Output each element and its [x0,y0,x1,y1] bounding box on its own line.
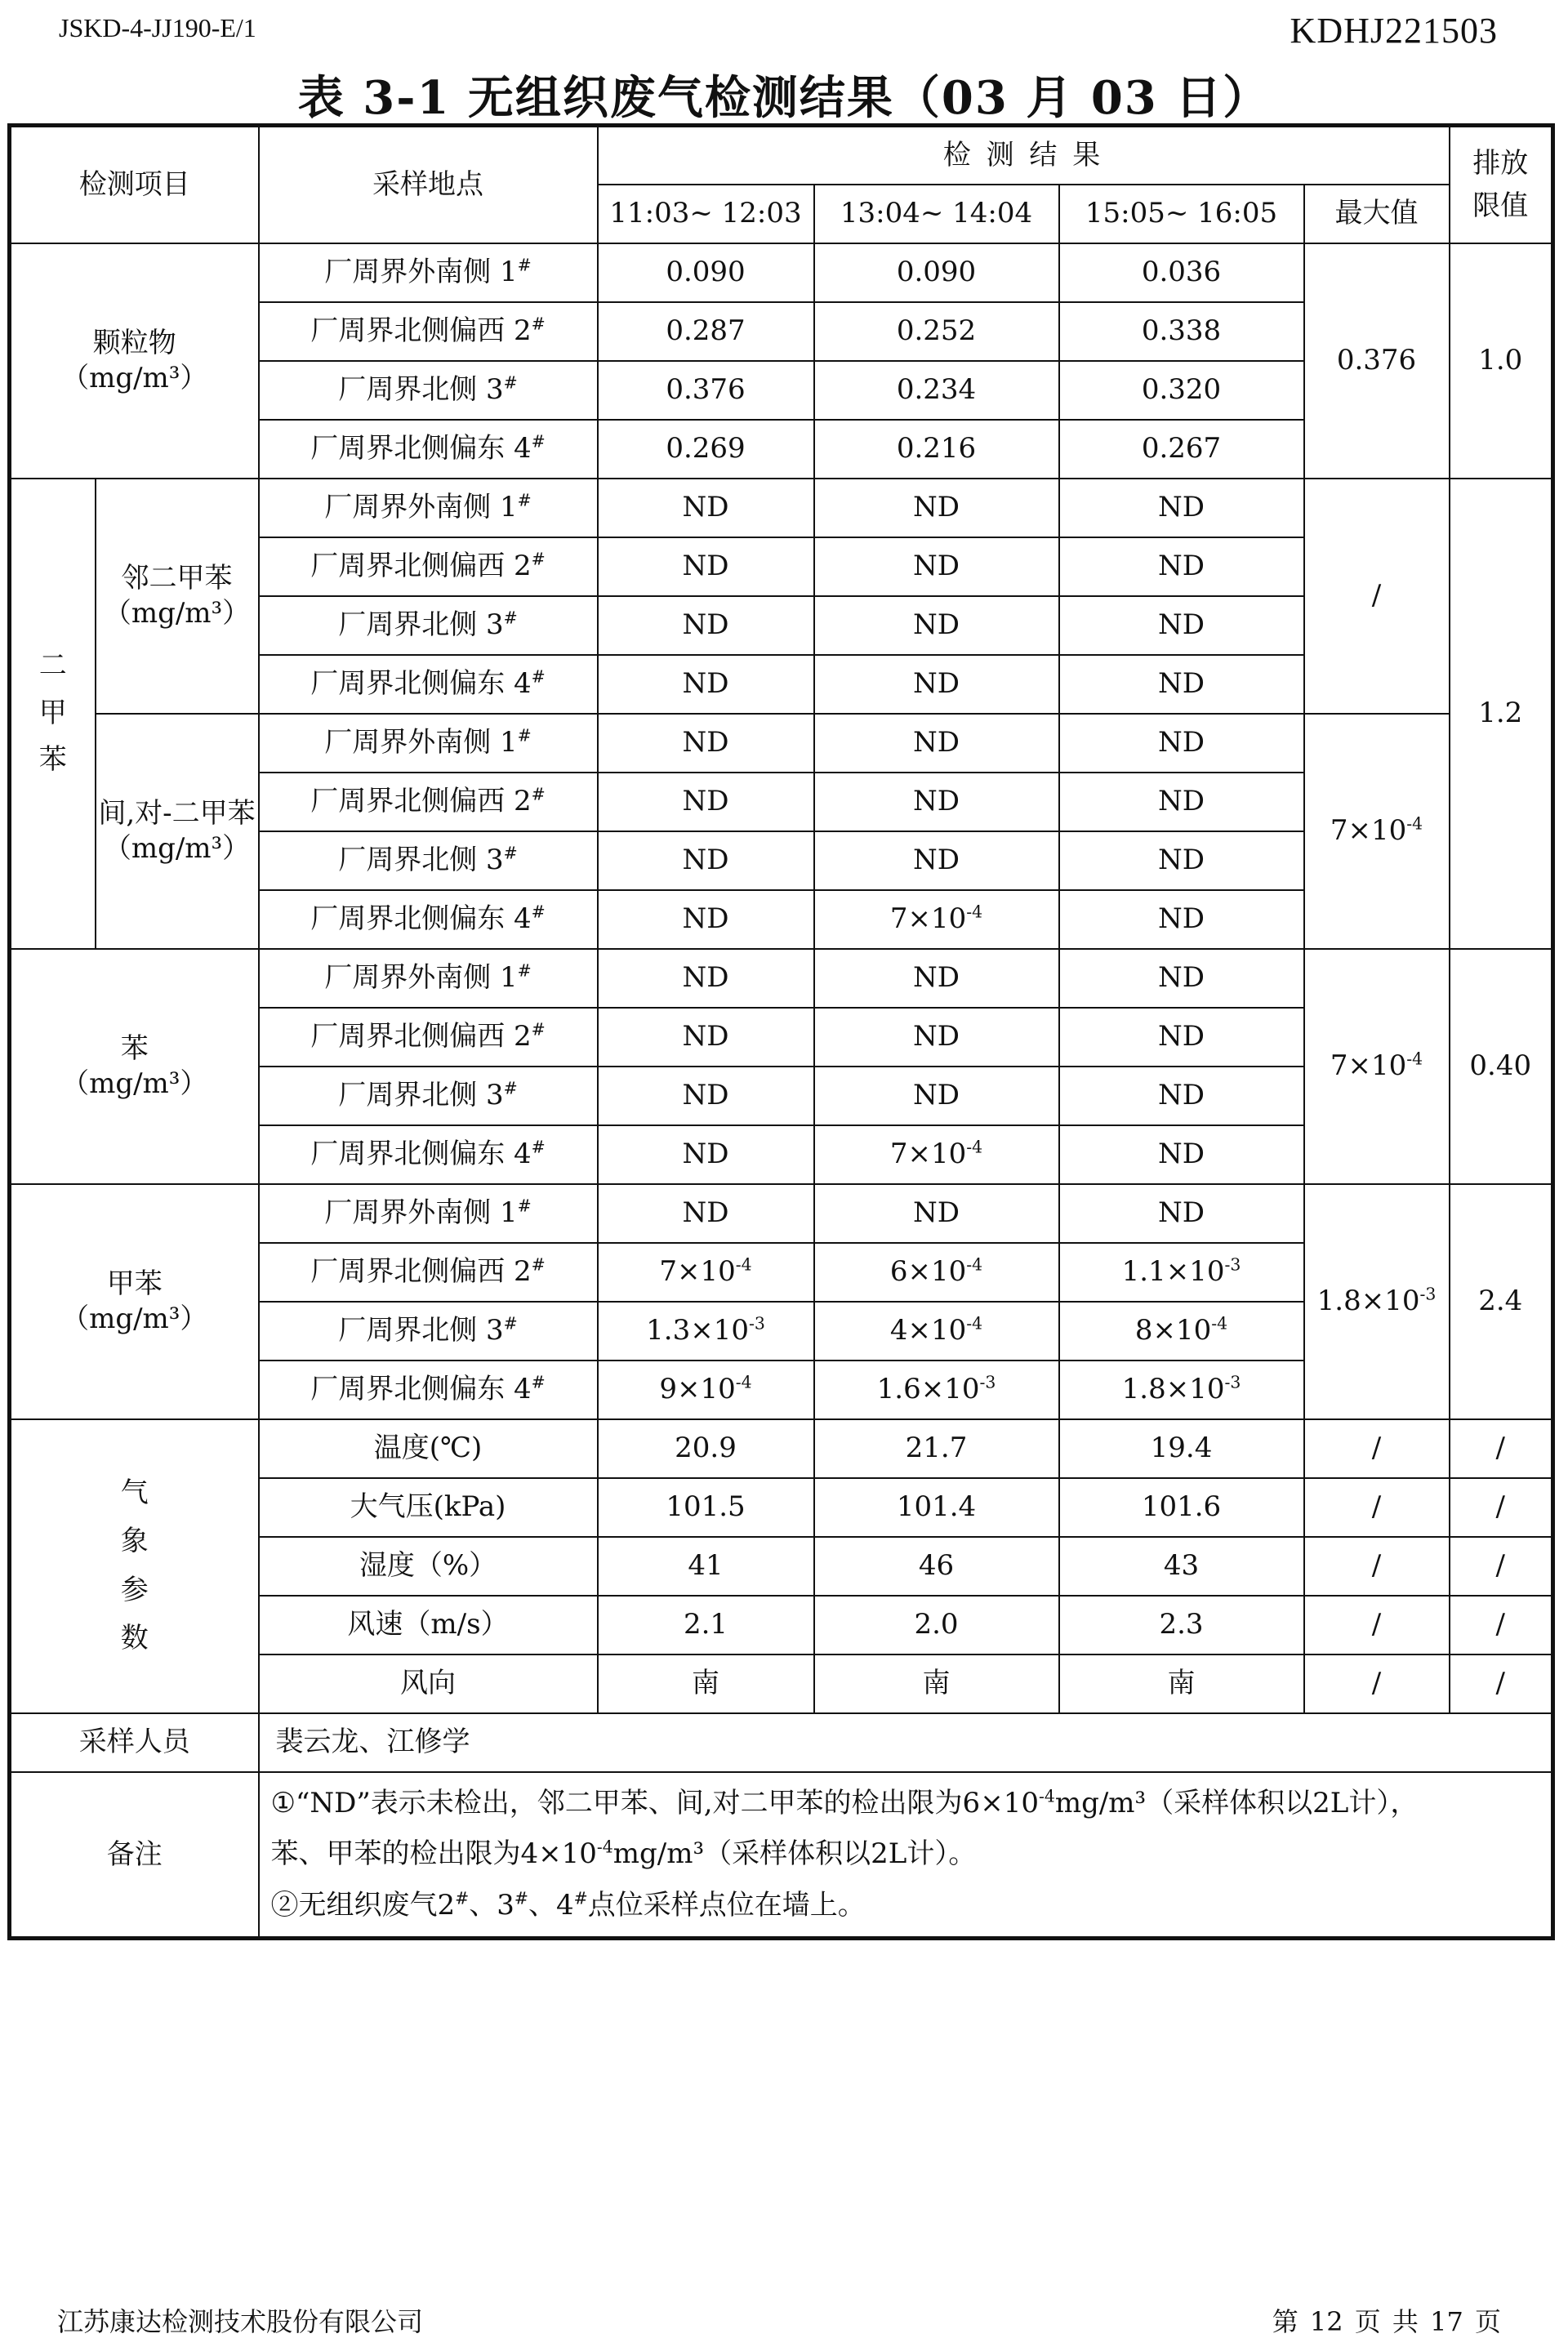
result-value: $1.6\times 10^{-3}$ [814,1361,1059,1419]
location-mark: # [531,431,546,452]
max-value: / [1304,1478,1450,1537]
result-value: ND [598,831,814,890]
sampling-location [259,361,598,420]
location-name: 厂周界北侧偏东 4 [310,667,532,701]
location-name: 厂周界北侧 3 [338,608,504,642]
location-mark: # [531,549,546,569]
sampling-location [259,537,598,596]
pollutant-name: 邻二甲苯 [121,562,233,595]
remark-line: 苯、甲苯的检出限为$4\times 10^{-4}mg/m^3$（采样体积以2L计）。 [270,1837,977,1871]
limit-value: / [1450,1537,1553,1596]
exponent: -4 [1406,813,1423,834]
samplers-label: 采样人员 [10,1713,259,1772]
result-value: ND [1059,596,1304,655]
sampling-location [259,1008,598,1067]
result-value: ND [814,479,1059,537]
max-value: / [1304,1654,1450,1713]
exponent: -4 [1211,1313,1228,1334]
weather-value: 2.0 [814,1596,1059,1654]
sampling-location [259,1067,598,1125]
header-limit-label: 排放限值 [1472,146,1529,223]
footer-page: 第 12 页 共 17 页 [1272,2306,1501,2337]
footer-company: 江苏康达检测技术股份有限公司 [57,2306,424,2337]
table-row [10,1184,1553,1243]
location-mark: # [531,1137,546,1157]
location-mark: # [531,1372,546,1392]
result-value: ND [814,714,1059,773]
exponent: -3 [979,1372,996,1392]
exponent: -4 [735,1254,752,1275]
header-location: 采样地点 [259,126,598,243]
location-mark: # [531,1019,546,1040]
location-mark: # [503,1078,518,1098]
location-mark: # [531,784,546,804]
weather-value: 21.7 [814,1419,1059,1478]
exponent: -4 [966,1137,983,1157]
pollutant-label [96,714,259,949]
result-value: 0.216 [814,420,1059,479]
weather-value: 46 [814,1537,1059,1596]
sampling-location [259,302,598,361]
weather-value: 101.6 [1059,1478,1304,1537]
table-row [10,714,1553,773]
result-value: ND [814,1008,1059,1067]
result-value: 0.090 [598,243,814,302]
exponent: -4 [735,1372,752,1392]
remarks-label: 备注 [10,1772,259,1939]
location-mark: # [503,372,518,393]
max-value: / [1304,1419,1450,1478]
table-row [10,479,1553,537]
table-row [10,1713,1553,1772]
result-value: ND [598,479,814,537]
location-name: 厂周界北侧 3 [338,1314,504,1347]
result-value: $6\times 10^{-4}$ [814,1243,1059,1302]
location-mark: # [517,960,532,981]
weather-value: 41 [598,1537,814,1596]
header-time-1: 11:03~ 12:03 [598,185,814,243]
location-mark: # [531,902,546,922]
location-name: 厂周界北侧偏西 2 [310,785,532,818]
weather-param: 风速（m/s） [259,1596,598,1654]
weather-value: 南 [814,1654,1059,1713]
result-value: 0.287 [598,302,814,361]
location-mark: # [503,1313,518,1334]
result-value: ND [598,596,814,655]
exponent: -4 [1406,1049,1423,1069]
sampling-location [259,1184,598,1243]
result-value: ND [598,1184,814,1243]
location-name: 厂周界外南侧 1 [324,256,518,289]
sampling-location [259,420,598,479]
result-value: ND [1059,773,1304,831]
max-value: $7\times 10^{-4}$ [1304,714,1450,949]
location-name: 厂周界北侧偏东 4 [310,1373,532,1406]
location-mark: # [531,666,546,687]
location-name: 厂周界北侧偏西 2 [310,550,532,583]
sampling-location [259,714,598,773]
exponent: -3 [1224,1254,1241,1275]
table-row [10,949,1553,1008]
pollutant-label [10,1184,259,1419]
limit-value: 1.2 [1450,479,1553,949]
max-value: / [1304,479,1450,714]
location-name: 厂周界北侧 3 [338,373,504,407]
result-value: 0.252 [814,302,1059,361]
result-value: ND [1059,1008,1304,1067]
sampling-location [259,479,598,537]
result-value: ND [598,714,814,773]
result-value: ND [598,773,814,831]
location-name: 厂周界外南侧 1 [324,491,518,524]
result-value: 0.090 [814,243,1059,302]
weather-group-label [10,1419,259,1713]
location-name: 厂周界北侧偏东 4 [310,1138,532,1171]
pollutant-unit: （mg/m³） [103,596,251,630]
exponent: -3 [1419,1284,1437,1304]
location-mark: # [517,490,532,510]
location-name: 厂周界外南侧 1 [324,961,518,995]
pollutant-label [10,243,259,479]
result-value: 0.376 [598,361,814,420]
weather-value: 101.5 [598,1478,814,1537]
result-value: ND [814,831,1059,890]
location-name: 厂周界北侧 3 [338,844,504,877]
sampling-location [259,1361,598,1419]
sampling-location [259,773,598,831]
pollutant-name: 甲苯 [106,1267,163,1300]
weather-param: 风向 [259,1654,598,1713]
location-name: 厂周界北侧偏东 4 [310,902,532,936]
remark-line: ①“ND”表示未检出，邻二甲苯、间,对二甲苯的检出限为$6\times 10^{-4}mg/m^3$（采样体积以2L计）， [270,1786,1419,1819]
location-name: 厂周界北侧偏东 4 [310,432,532,465]
result-value: ND [1059,537,1304,596]
result-value: $1.1\times 10^{-3}$ [1059,1243,1304,1302]
limit-value: 2.4 [1450,1184,1553,1419]
samplers-value: 裴云龙、江修学 [259,1713,1553,1772]
location-name: 厂周界北侧 3 [338,1079,504,1112]
max-value: 0.376 [1304,243,1450,479]
location-name: 厂周界北侧偏西 2 [310,1020,532,1053]
pollutant-unit: （mg/m³） [103,831,251,865]
result-value: ND [1059,1184,1304,1243]
exponent: -3 [1224,1372,1241,1392]
result-value: ND [598,1008,814,1067]
sampling-location [259,949,598,1008]
remark-line: ②无组织废气2#、3#、4#点位采样点位在墙上。 [270,1888,866,1922]
location-mark: # [517,255,532,275]
sampling-location [259,1243,598,1302]
table-row [10,243,1553,302]
result-value: ND [814,1067,1059,1125]
limit-value: / [1450,1478,1553,1537]
limit-value: / [1450,1654,1553,1713]
location-mark: # [517,1196,532,1216]
max-value: $1.8\times 10^{-3}$ [1304,1184,1450,1419]
result-value: $7\times 10^{-4}$ [814,1125,1059,1184]
result-value: $9\times 10^{-4}$ [598,1361,814,1419]
result-value: $8\times 10^{-4}$ [1059,1302,1304,1361]
result-value: ND [598,890,814,949]
pollutant-name: 颗粒物 [92,327,176,359]
pollutant-unit: （mg/m³） [61,1302,208,1335]
result-value: $1.8\times 10^{-3}$ [1059,1361,1304,1419]
header-results: 检 测 结 果 [598,126,1450,185]
result-value: 0.320 [1059,361,1304,420]
result-value: 0.338 [1059,302,1304,361]
location-mark: # [503,843,518,863]
result-value: 0.269 [598,420,814,479]
location-name: 厂周界外南侧 1 [324,726,518,759]
result-value: 0.267 [1059,420,1304,479]
result-value: ND [598,537,814,596]
limit-value: 0.40 [1450,949,1553,1184]
location-mark: # [531,314,546,334]
pollutant-label [10,949,259,1184]
location-mark: # [531,1254,546,1275]
weather-param: 湿度（%） [259,1537,598,1596]
weather-value: 南 [598,1654,814,1713]
weather-value: 43 [1059,1537,1304,1596]
limit-value: 1.0 [1450,243,1553,479]
results-table [7,123,1555,1940]
pollutant-name: 苯 [120,1032,149,1065]
group-name: 气象参数 [120,1476,149,1654]
result-value: ND [814,596,1059,655]
result-value: ND [814,655,1059,714]
result-value: ND [1059,949,1304,1008]
weather-value: 南 [1059,1654,1304,1713]
weather-value: 2.1 [598,1596,814,1654]
limit-value: / [1450,1419,1553,1478]
exponent: -4 [966,1313,983,1334]
result-value: ND [1059,714,1304,773]
result-value: ND [1059,655,1304,714]
exponent: -4 [966,1254,983,1275]
location-name: 厂周界北侧偏西 2 [310,314,532,348]
table-title: 表 3-1 无组织废气检测结果（03 月 03 日） [297,71,1271,125]
exponent: -3 [748,1313,765,1334]
max-value: $7\times 10^{-4}$ [1304,949,1450,1184]
pollutant-name: 间,对-二甲苯 [98,797,256,830]
result-value: ND [1059,831,1304,890]
location-name: 厂周界外南侧 1 [324,1196,518,1230]
limit-value: / [1450,1596,1553,1654]
weather-value: 2.3 [1059,1596,1304,1654]
result-value: ND [1059,1125,1304,1184]
pollutant-unit: （mg/m³） [61,1067,208,1100]
result-value: 0.234 [814,361,1059,420]
weather-value: 101.4 [814,1478,1059,1537]
header-time-2: 13:04~ 14:04 [814,185,1059,243]
sampling-location [259,243,598,302]
max-value: / [1304,1537,1450,1596]
header-time-3: 15:05~ 16:05 [1059,185,1304,243]
remarks-content [259,1772,1553,1939]
report-number: KDHJ221503 [1290,11,1498,51]
sampling-location [259,890,598,949]
table-row [10,1419,1553,1478]
header-max: 最大值 [1304,185,1450,243]
result-value: ND [814,949,1059,1008]
sampling-location [259,655,598,714]
exponent: -4 [966,902,983,922]
header-limit [1450,126,1553,243]
weather-value: 19.4 [1059,1419,1304,1478]
result-value: ND [814,773,1059,831]
sampling-location [259,1302,598,1361]
result-value: ND [598,949,814,1008]
result-value: ND [1059,479,1304,537]
weather-value: 20.9 [598,1419,814,1478]
group-name: 二甲苯 [38,648,67,777]
result-value: ND [1059,1067,1304,1125]
result-value: ND [1059,890,1304,949]
weather-param: 大气压(kPa) [259,1478,598,1537]
result-value: ND [814,537,1059,596]
result-value: 0.036 [1059,243,1304,302]
result-value: ND [814,1184,1059,1243]
result-value: $7\times 10^{-4}$ [814,890,1059,949]
table-row [10,1772,1553,1939]
sampling-location [259,1125,598,1184]
location-mark: # [503,608,518,628]
sampling-location [259,596,598,655]
max-value: / [1304,1596,1450,1654]
pollutant-unit: （mg/m³） [61,361,208,394]
xylene-group-label [10,479,96,949]
header-item: 检测项目 [10,126,259,243]
result-value: $1.3\times 10^{-3}$ [598,1302,814,1361]
document-code: JSKD-4-JJ190-E/1 [59,13,256,42]
location-name: 厂周界北侧偏西 2 [310,1255,532,1289]
result-value: $7\times 10^{-4}$ [598,1243,814,1302]
result-value: ND [598,655,814,714]
location-mark: # [517,725,532,746]
sampling-location [259,831,598,890]
result-value: ND [598,1067,814,1125]
pollutant-label [96,479,259,714]
result-value: ND [598,1125,814,1184]
result-value: $4\times 10^{-4}$ [814,1302,1059,1361]
weather-param: 温度(℃) [259,1419,598,1478]
